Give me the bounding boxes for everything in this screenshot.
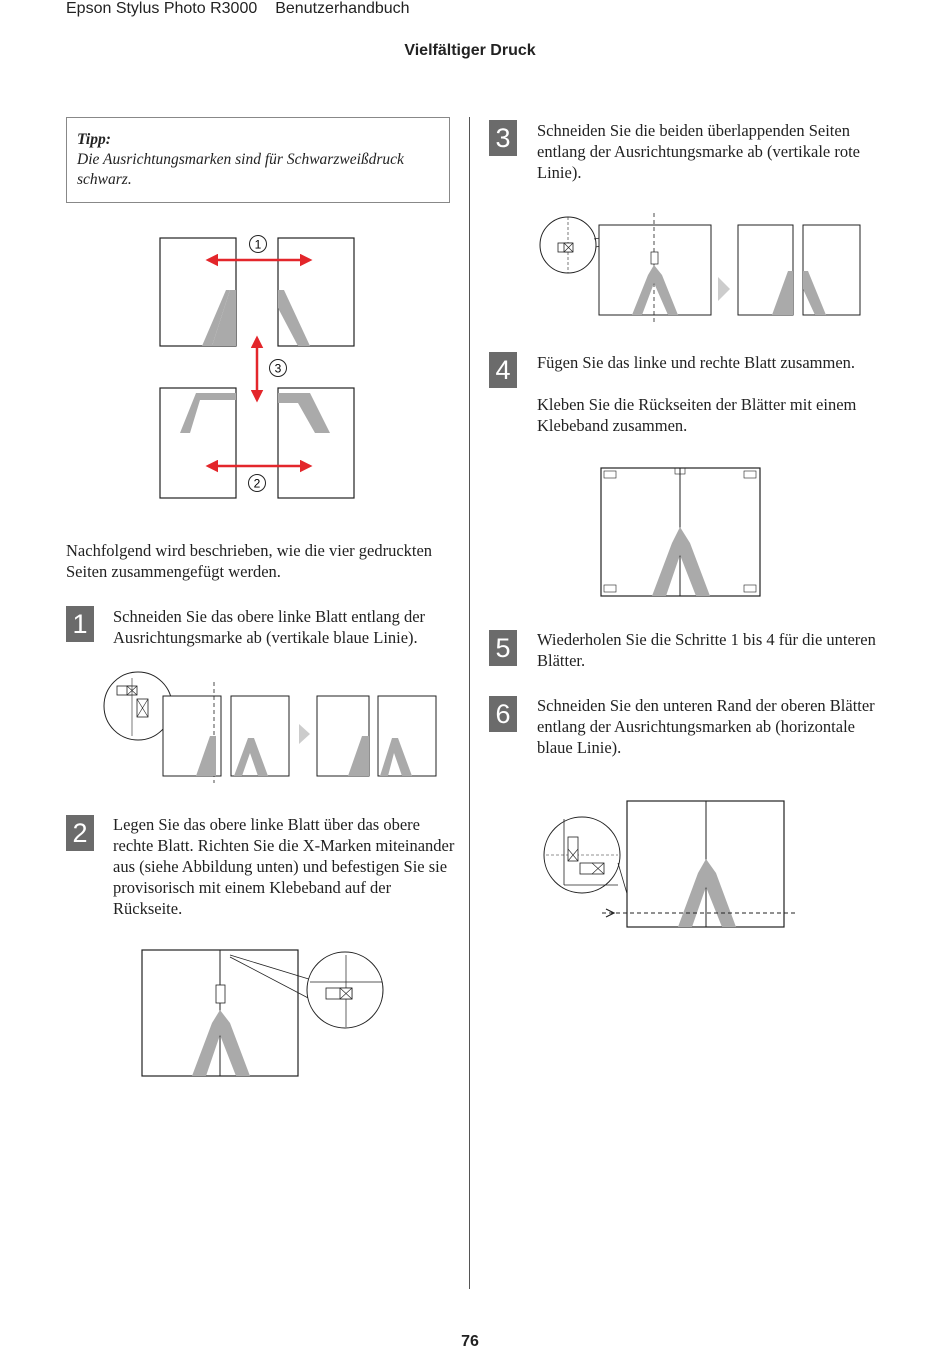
step-4-text: Fügen Sie das linke und rechte Blatt zusammen. — [537, 353, 856, 372]
step-4-figure — [598, 465, 764, 600]
step-6-text: Schneiden Sie den unteren Rand der oberen Blätter entlang der Ausrichtungsmarken ab (horizontale blaue Linie). — [537, 696, 875, 757]
four-sheets-figure — [150, 228, 365, 508]
step-6-figure — [540, 797, 805, 932]
step-1-number: 1 — [66, 606, 94, 642]
step-2-number: 2 — [66, 815, 94, 851]
page-number: 76 — [461, 1333, 479, 1350]
tip-title: Tipp: — [77, 131, 111, 148]
tip-text: Die Ausrichtungsmarken sind für Schwarzweißdruck schwarz. — [77, 151, 404, 188]
step-1-text: Schneiden Sie das obere linke Blatt entlang der Ausrichtungsmarke ab (vertikale blaue Linie). — [113, 607, 426, 647]
step-5-number: 5 — [489, 630, 517, 666]
intro-text: Nachfolgend wird beschrieben, wie die vier gedruckten Seiten zusammengefügt werden. — [66, 541, 433, 581]
label-2: 2 — [253, 476, 261, 491]
column-divider — [469, 117, 470, 1289]
step-1-figure — [100, 668, 445, 783]
label-1: 1 — [254, 237, 262, 252]
step-4-number: 4 — [489, 352, 517, 388]
manual-name: Benutzerhandbuch — [275, 0, 410, 17]
step-3-figure — [536, 205, 866, 325]
step-3-text: Schneiden Sie die beiden überlappenden Seiten entlang der Ausrichtungsmarke ab (vertikale rote Linie). — [537, 121, 861, 182]
label-3: 3 — [274, 361, 282, 376]
product-name: Epson Stylus Photo R3000 — [66, 0, 258, 17]
section-title: Vielfältiger Druck — [404, 42, 536, 59]
step-3-number: 3 — [489, 120, 517, 156]
running-header — [66, 0, 410, 18]
step-6-number: 6 — [489, 696, 517, 732]
step-5-text: Wiederholen Sie die Schritte 1 bis 4 für die unteren Blätter. — [537, 630, 876, 670]
step-2-figure — [140, 945, 390, 1080]
step-4-text-2: Kleben Sie die Rückseiten der Blätter mit einem Klebeband zusammen. — [537, 395, 857, 435]
step-2-text: Legen Sie das obere linke Blatt über das obere rechte Blatt. Richten Sie die X-Marken miteinander aus (siehe Abbildung unten) und befestigen Sie sie provisorisch mit einem Klebeband auf der Rückseite. — [113, 815, 455, 918]
tip-box — [66, 117, 450, 203]
